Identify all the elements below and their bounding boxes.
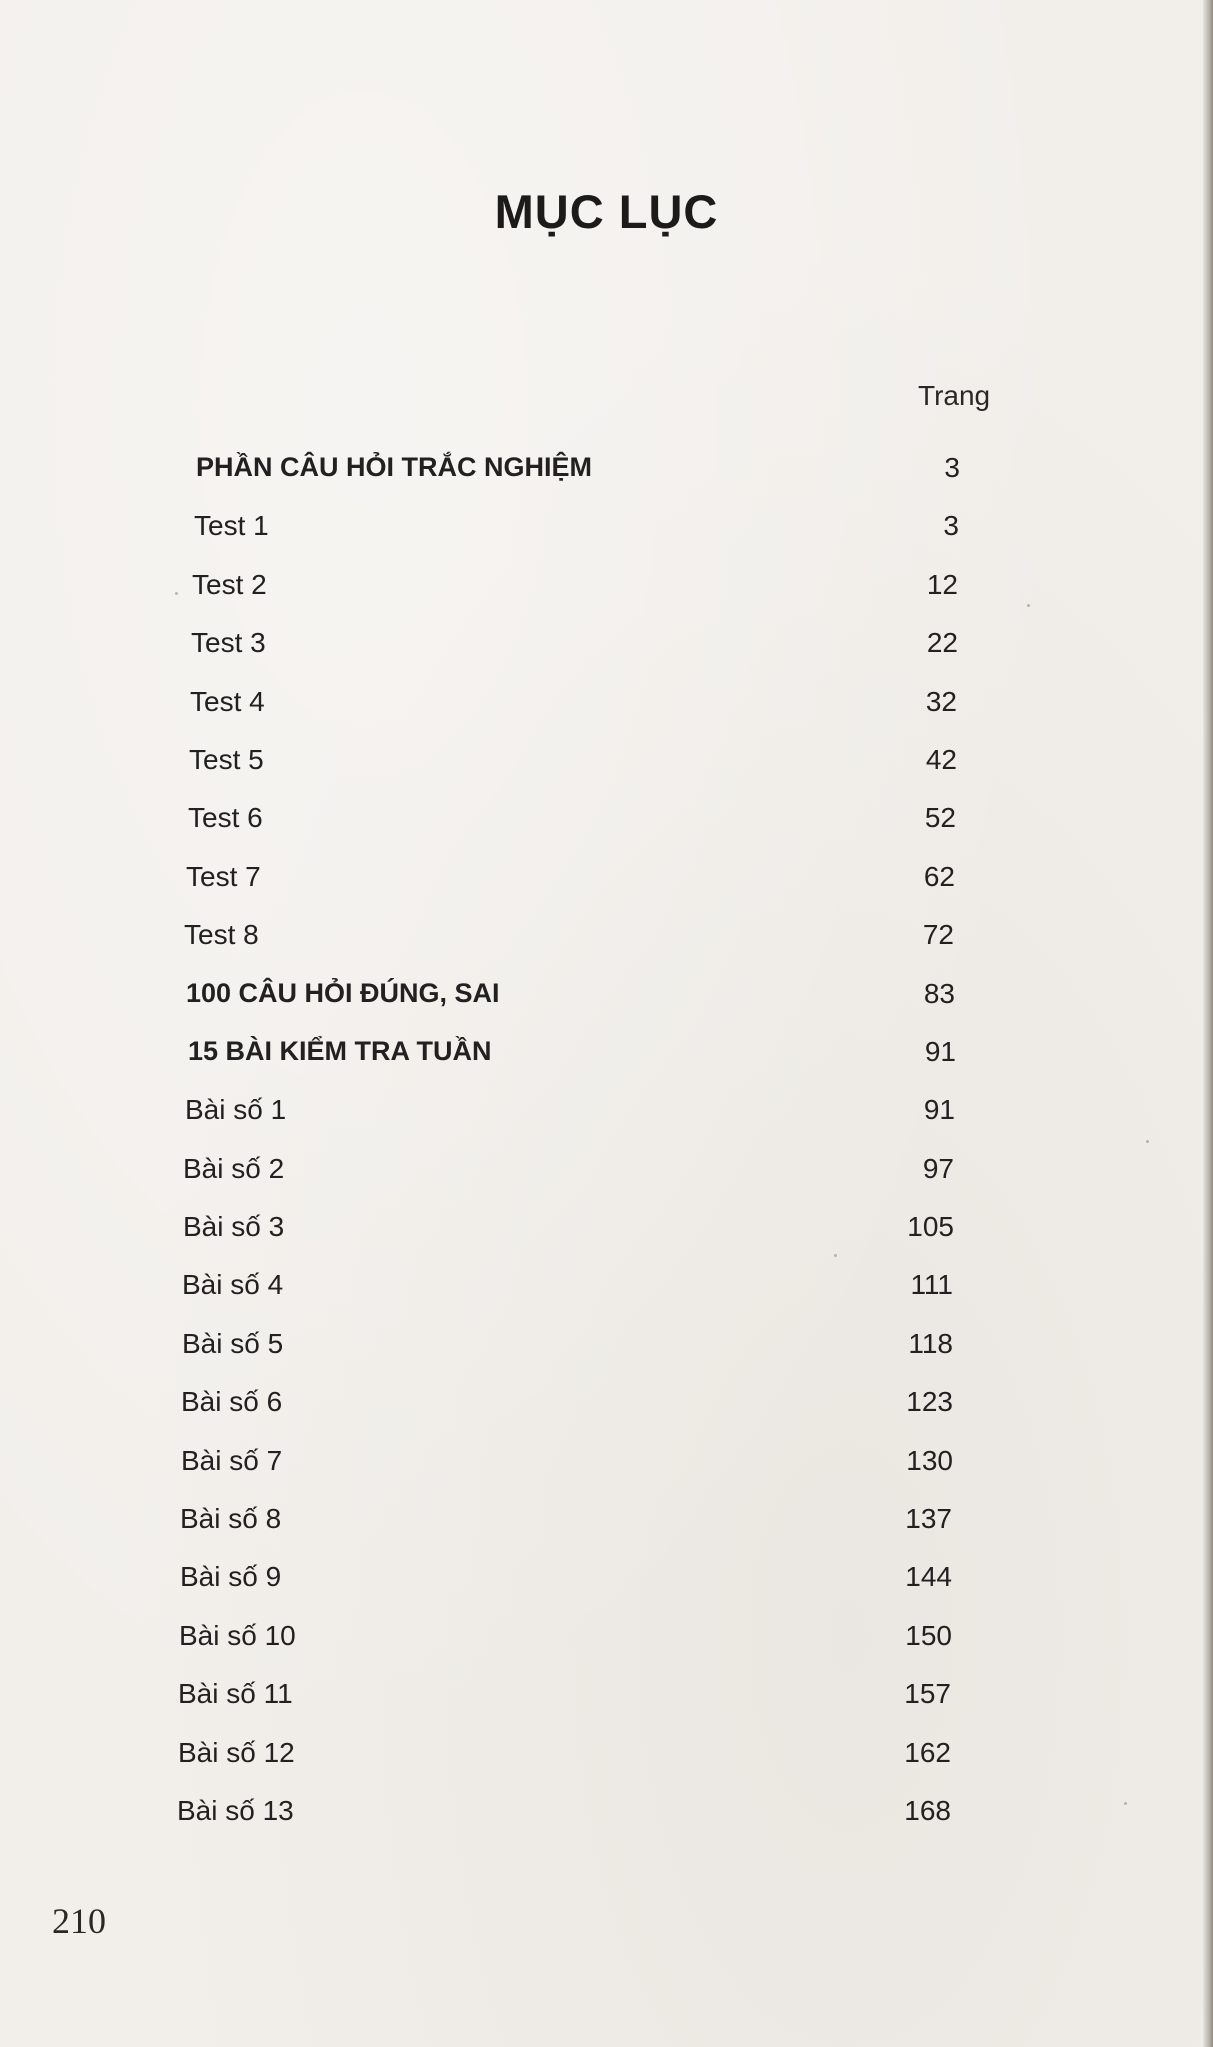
toc-entry (0, 1032, 1213, 1090)
toc-entry (0, 565, 1213, 623)
toc-entry (0, 682, 1213, 740)
toc-entry-page: 91 (924, 1035, 956, 1067)
toc-entry-page: 52 (924, 802, 956, 834)
toc-entry (0, 1382, 1213, 1440)
toc-entry (0, 1616, 1213, 1674)
toc-entry (0, 448, 1213, 506)
toc-entry-label: Test 3 (191, 627, 266, 659)
toc-entry-page: 62 (923, 860, 955, 892)
toc-entry (0, 1265, 1213, 1323)
toc-entry-label: 15 BÀI KIỂM TRA TUẦN (188, 1035, 492, 1066)
paper-speck (175, 592, 178, 595)
toc-entry-label: Bài số 7 (181, 1444, 283, 1476)
toc-entry (0, 1791, 1213, 1849)
toc-entry-label: Bài số 12 (178, 1736, 295, 1768)
toc-entry-label: Test 8 (184, 919, 259, 951)
page-column-label: Trang (918, 380, 991, 411)
toc-entry (0, 1207, 1213, 1265)
paper-speck (834, 1254, 837, 1257)
toc-entry-page: 162 (904, 1736, 951, 1768)
toc-entry-label: Bài số 9 (180, 1561, 282, 1593)
toc-entry-page: 3 (944, 452, 960, 483)
toc-entry-page: 42 (925, 743, 957, 775)
toc-entry-label: Bài số 4 (182, 1269, 284, 1301)
toc-entry (0, 915, 1213, 973)
toc-entry-page: 123 (906, 1386, 953, 1418)
toc-entry (0, 1733, 1213, 1791)
toc-entry-label: Bài số 5 (182, 1327, 284, 1359)
toc-entry-page: 32 (925, 685, 957, 717)
toc-entry-page: 118 (908, 1327, 953, 1359)
toc-entry-page: 157 (904, 1678, 951, 1710)
toc-entry-page: 150 (905, 1619, 952, 1651)
toc-entry-label: PHẦN CÂU HỎI TRẮC NGHIỆM (196, 452, 592, 482)
toc-entry-page: 3 (943, 510, 959, 542)
toc-entry-page: 144 (905, 1561, 952, 1593)
paper-speck (1146, 1140, 1149, 1143)
toc-entry-label: Bài số 2 (183, 1152, 285, 1184)
toc-entry-page: 111 (910, 1269, 953, 1301)
toc-entry (0, 506, 1213, 564)
toc-entry-label: Bài số 6 (181, 1386, 283, 1418)
toc-entry (0, 1557, 1213, 1615)
table-of-contents (0, 448, 1213, 1849)
toc-entry (0, 623, 1213, 681)
toc-entry-page: 72 (922, 919, 954, 951)
page-number: 210 (52, 1901, 106, 1941)
toc-entry (0, 798, 1213, 856)
page-title: MỤC LỤC (494, 185, 719, 238)
toc-entry-label: Bài số 3 (183, 1211, 285, 1243)
toc-entry-page: 105 (907, 1211, 954, 1243)
toc-entry (0, 1499, 1213, 1557)
toc-entry-label: Bài số 11 (178, 1678, 293, 1710)
toc-entry-page: 83 (923, 977, 955, 1009)
toc-entry-label: Bài số 8 (180, 1503, 282, 1535)
toc-entry (0, 740, 1213, 798)
toc-entry-page: 12 (926, 568, 958, 600)
toc-entry-label: Test 4 (190, 685, 265, 717)
toc-entry-page: 130 (906, 1444, 953, 1476)
toc-entry-label: Test 7 (186, 860, 261, 892)
toc-entry (0, 1441, 1213, 1499)
toc-entry-label: Bài số 10 (179, 1619, 296, 1651)
paper-speck (1124, 1802, 1127, 1805)
toc-entry-page: 22 (926, 627, 958, 659)
toc-entry-label: Bài số 1 (185, 1094, 287, 1126)
toc-entry (0, 1090, 1213, 1148)
toc-entry (0, 857, 1213, 915)
toc-entry-page: 168 (904, 1794, 951, 1826)
toc-entry-label: Bài số 13 (177, 1794, 294, 1826)
toc-entry-page: 97 (922, 1152, 954, 1184)
toc-entry (0, 974, 1213, 1032)
toc-entry-page: 137 (905, 1503, 952, 1535)
toc-entry (0, 1149, 1213, 1207)
toc-entry-label: Test 1 (194, 510, 269, 542)
toc-entry-label: Test 5 (189, 743, 264, 775)
toc-entry-label: 100 CÂU HỎI ĐÚNG, SAI (186, 977, 500, 1008)
toc-entry (0, 1674, 1213, 1732)
toc-entry-page: 91 (923, 1094, 955, 1126)
toc-entry-label: Test 2 (192, 568, 267, 600)
toc-entry (0, 1324, 1213, 1382)
toc-entry-label: Test 6 (188, 802, 263, 834)
paper-speck (1027, 604, 1030, 607)
